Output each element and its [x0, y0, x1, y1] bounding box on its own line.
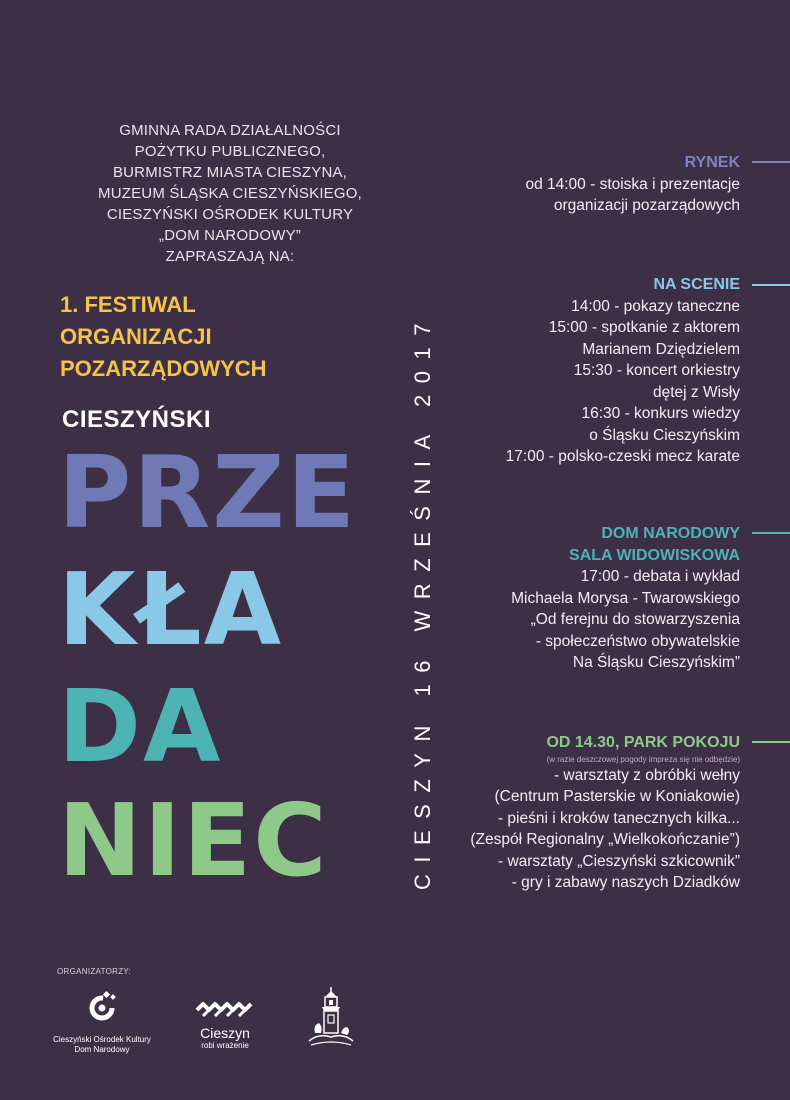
schedule-item: od 14:00 - stoiska i prezentacje [525, 175, 740, 193]
section-heading: RYNEK [684, 154, 740, 171]
cieszyn-logo-tagline: robi wrażenie [201, 1041, 249, 1050]
schedule-item: 17:00 - polsko-czeski mecz karate [505, 448, 740, 465]
big-title-line-3: DA [58, 668, 223, 785]
schedule-item: - pieśni i kroków tanecznych kilka... [497, 809, 740, 827]
schedule-item: 16:30 - konkurs wiedzy [581, 405, 740, 422]
section-subheading: SALA WIDOWISKOWA [569, 546, 740, 564]
cieszyn-logo-name: Cieszyn [200, 1025, 250, 1041]
cok-logo-name: Cieszyński Ośrodek Kultury [53, 1035, 151, 1044]
schedule-item: Michaela Morysa - Twarowskiego [511, 589, 740, 607]
intro-line: CIESZYŃSKI OŚRODEK KULTURY [106, 206, 354, 223]
section-heading: NA SCENIE [653, 276, 740, 293]
intro-line: GMINNA RADA DZIAŁALNOŚCI [119, 122, 341, 139]
schedule-item: organizacji pozarządowych [553, 197, 740, 214]
schedule-item: 15:30 - koncert orkiestry [573, 362, 740, 379]
schedule-item: „Od ferejnu do stowarzyszenia [530, 611, 740, 628]
festival-line: POZARZĄDOWYCH [60, 356, 267, 381]
schedule-item: - gry i zabawy naszych Dziadków [511, 874, 740, 891]
schedule-item: - warsztaty „Cieszyński szkicownik” [497, 852, 740, 870]
festival-line: ORGANIZACJI [60, 324, 212, 349]
organizers-label: ORGANIZATORZY: [57, 967, 132, 976]
big-title-line-1: PRZE [58, 434, 358, 551]
date-vertical: CIESZYN 16 WRZEŚNIA 2017 [410, 312, 435, 890]
cieszyn-logo-icon [195, 1000, 255, 1020]
section-heading: DOM NARODOWY [601, 525, 740, 542]
schedule-item: 17:00 - debata i wykład [580, 568, 740, 585]
section-na-scenie [506, 274, 740, 468]
tower-logo [305, 985, 357, 1047]
schedule-item: dętej z Wisły [653, 383, 740, 401]
schedule-item: Na Śląsku Cieszyńskim” [572, 654, 740, 671]
scena-accent-line [752, 284, 790, 286]
schedule-item: 15:00 - spotkanie z aktorem [548, 319, 740, 336]
intro-line: BURMISTRZ MIASTA CIESZYNA, [112, 164, 348, 181]
big-title-line-4: NIEC [58, 782, 329, 899]
schedule-item: - społeczeństwo obywatelskie [535, 632, 740, 650]
schedule-item: (Zespół Regionalny „Wielkokończanie”) [470, 831, 740, 848]
section-heading: OD 14.30, PARK POKOJU [546, 734, 740, 751]
cok-logo-icon [52, 988, 152, 1030]
festival-line: 1. FESTIWAL [60, 292, 196, 317]
schedule-item: Marianem Dziędzielem [582, 340, 740, 358]
cok-logo [52, 988, 152, 1055]
schedule-item: (Centrum Pasterskie w Koniakowie) [494, 788, 740, 805]
schedule-item: 14:00 - pokazy taneczne [571, 297, 740, 315]
big-title-line-2: KŁA [58, 551, 284, 668]
park-accent-line [752, 741, 790, 743]
intro-line: ZAPRASZAJĄ NA: [165, 248, 295, 265]
intro-text [60, 120, 400, 267]
section-rynek [525, 152, 740, 217]
intro-line: „DOM NARODOWY” [159, 227, 301, 244]
intro-line: POŻYTKU PUBLICZNEGO, [134, 143, 326, 160]
cok-logo-subname: Dom Narodowy [74, 1045, 130, 1054]
dom-accent-line [752, 532, 790, 534]
tower-icon [305, 985, 357, 1047]
schedule-item: - warsztaty z obróbki wełny [553, 766, 740, 784]
cieszyn-logo [190, 1000, 260, 1051]
intro-line: MUZEUM ŚLĄSKA CIESZYŃSKIEGO, [98, 185, 362, 202]
schedule-item: o Śląsku Cieszyńskim [589, 426, 740, 444]
section-park-pokoju [470, 732, 740, 894]
section-dom-narodowy [511, 523, 740, 674]
rynek-accent-line [752, 161, 790, 163]
weather-note: (w razie deszczowej pogody impreza się nie odbędzie) [546, 754, 740, 764]
festival-title [60, 289, 350, 385]
subtitle: CIESZYŃSKI [62, 406, 212, 433]
